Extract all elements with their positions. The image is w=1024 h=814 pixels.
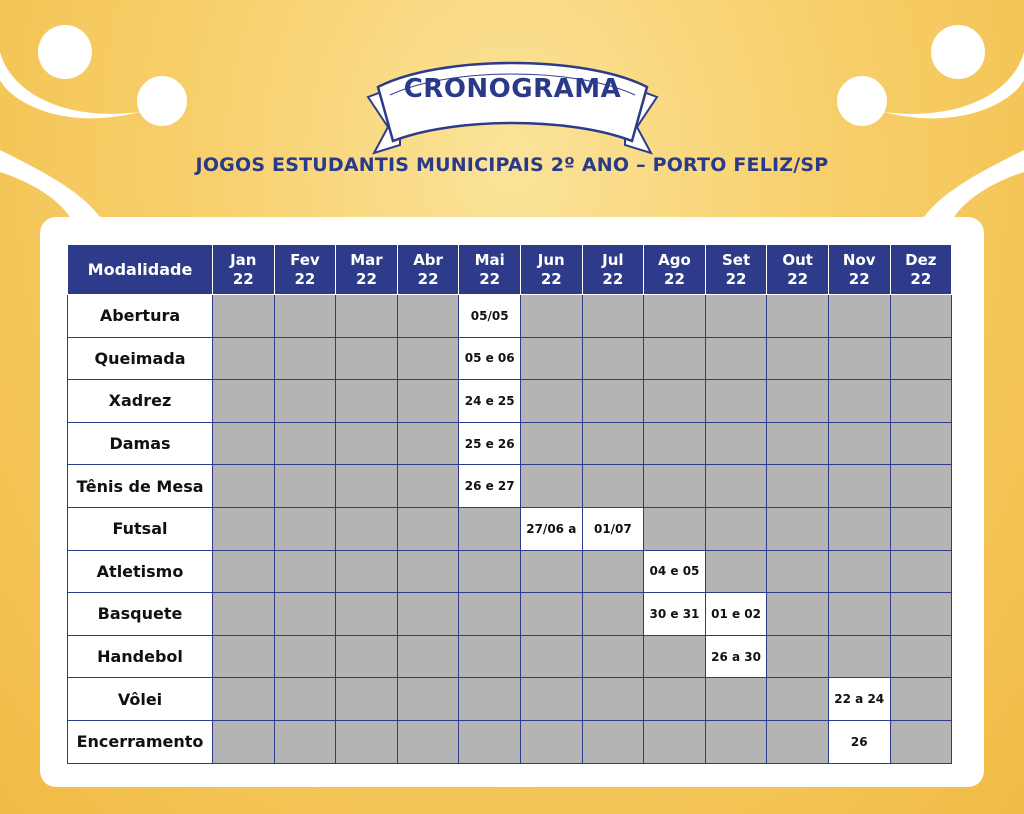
empty-month-cell [582, 337, 644, 380]
month-name: Out [782, 250, 813, 269]
modality-name: Tênis de Mesa [68, 465, 213, 508]
empty-month-cell [336, 422, 398, 465]
schedule-date-cell: 01 e 02 [705, 593, 767, 636]
modality-name: Xadrez [68, 380, 213, 423]
empty-month-cell [828, 593, 890, 636]
empty-month-cell [890, 380, 952, 423]
empty-month-cell [336, 295, 398, 338]
month-name: Jun [537, 250, 565, 269]
empty-month-cell [582, 720, 644, 763]
empty-month-cell [274, 678, 336, 721]
month-header [274, 245, 336, 295]
empty-month-cell [213, 507, 275, 550]
month-header [582, 245, 644, 295]
month-year: 22 [294, 269, 316, 288]
empty-month-cell [274, 380, 336, 423]
empty-month-cell [336, 635, 398, 678]
month-name: Mar [350, 250, 383, 269]
empty-month-cell [644, 465, 706, 508]
empty-month-cell [767, 678, 829, 721]
empty-month-cell [459, 720, 521, 763]
empty-month-cell [274, 337, 336, 380]
empty-month-cell [828, 507, 890, 550]
table-row [68, 507, 952, 550]
modality-name: Basquete [68, 593, 213, 636]
month-year: 22 [479, 269, 501, 288]
empty-month-cell [336, 507, 398, 550]
empty-month-cell [274, 465, 336, 508]
month-name: Set [721, 250, 751, 269]
empty-month-cell [336, 593, 398, 636]
empty-month-cell [644, 337, 706, 380]
month-name: Ago [658, 250, 691, 269]
schedule-body [68, 295, 952, 764]
empty-month-cell [644, 295, 706, 338]
empty-month-cell [705, 380, 767, 423]
modality-name: Atletismo [68, 550, 213, 593]
header-row [68, 245, 952, 295]
empty-month-cell [397, 593, 459, 636]
modality-name: Encerramento [68, 720, 213, 763]
empty-month-cell [890, 465, 952, 508]
table-row [68, 593, 952, 636]
empty-month-cell [459, 550, 521, 593]
month-header [520, 245, 582, 295]
empty-month-cell [274, 720, 336, 763]
empty-month-cell [274, 593, 336, 636]
empty-month-cell [890, 720, 952, 763]
empty-month-cell [520, 720, 582, 763]
empty-month-cell [890, 550, 952, 593]
schedule-table [67, 244, 952, 764]
right-figure-hand-icon [837, 76, 887, 126]
schedule-date-cell: 25 e 26 [459, 422, 521, 465]
empty-month-cell [397, 678, 459, 721]
empty-month-cell [767, 507, 829, 550]
empty-month-cell [213, 380, 275, 423]
banner-title: CRONOGRAMA [403, 74, 622, 104]
empty-month-cell [520, 295, 582, 338]
empty-month-cell [459, 678, 521, 721]
empty-month-cell [520, 337, 582, 380]
table-row [68, 550, 952, 593]
empty-month-cell [274, 422, 336, 465]
month-year: 22 [356, 269, 377, 288]
empty-month-cell [767, 337, 829, 380]
modality-name: Vôlei [68, 678, 213, 721]
empty-month-cell [213, 295, 275, 338]
month-name: Jan [230, 250, 257, 269]
month-header [828, 245, 890, 295]
empty-month-cell [582, 550, 644, 593]
schedule-date-cell: 26 a 30 [705, 635, 767, 678]
month-header [767, 245, 829, 295]
month-year: 22 [725, 269, 747, 288]
empty-month-cell [705, 465, 767, 508]
empty-month-cell [520, 635, 582, 678]
empty-month-cell [705, 678, 767, 721]
empty-month-cell [767, 635, 829, 678]
left-figure-hand-icon [137, 76, 187, 126]
empty-month-cell [213, 635, 275, 678]
empty-month-cell [397, 465, 459, 508]
month-header [890, 245, 952, 295]
table-row [68, 635, 952, 678]
empty-month-cell [890, 507, 952, 550]
empty-month-cell [767, 295, 829, 338]
empty-month-cell [459, 507, 521, 550]
table-row [68, 295, 952, 338]
empty-month-cell [767, 550, 829, 593]
empty-month-cell [397, 550, 459, 593]
empty-month-cell [582, 422, 644, 465]
empty-month-cell [274, 507, 336, 550]
empty-month-cell [644, 720, 706, 763]
empty-month-cell [705, 295, 767, 338]
empty-month-cell [705, 720, 767, 763]
empty-month-cell [520, 550, 582, 593]
empty-month-cell [336, 678, 398, 721]
empty-month-cell [397, 422, 459, 465]
empty-month-cell [582, 465, 644, 508]
month-header [644, 245, 706, 295]
empty-month-cell [520, 593, 582, 636]
empty-month-cell [767, 720, 829, 763]
empty-month-cell [828, 465, 890, 508]
empty-month-cell [213, 465, 275, 508]
month-year: 22 [540, 269, 562, 288]
table-row [68, 678, 952, 721]
schedule-date-cell: 04 e 05 [644, 550, 706, 593]
empty-month-cell [459, 593, 521, 636]
empty-month-cell [274, 295, 336, 338]
empty-month-cell [213, 337, 275, 380]
empty-month-cell [397, 295, 459, 338]
month-name: Mai [474, 250, 505, 269]
empty-month-cell [890, 337, 952, 380]
empty-month-cell [582, 380, 644, 423]
empty-month-cell [890, 422, 952, 465]
empty-month-cell [520, 678, 582, 721]
right-figure-head-icon [931, 25, 985, 79]
modality-header: Modalidade [68, 245, 213, 295]
month-name: Fev [290, 250, 320, 269]
month-name: Jul [602, 250, 624, 269]
page-subtitle: JOGOS ESTUDANTIS MUNICIPAIS 2º ANO – PORTO FELIZ/SP [195, 154, 829, 176]
empty-month-cell [644, 422, 706, 465]
month-year: 22 [787, 269, 809, 288]
empty-month-cell [336, 465, 398, 508]
empty-month-cell [828, 550, 890, 593]
schedule-date-cell: 26 e 27 [459, 465, 521, 508]
schedule-date-cell: 05 e 06 [459, 337, 521, 380]
empty-month-cell [890, 678, 952, 721]
month-header [397, 245, 459, 295]
empty-month-cell [397, 337, 459, 380]
empty-month-cell [644, 380, 706, 423]
empty-month-cell [644, 507, 706, 550]
empty-month-cell [767, 593, 829, 636]
empty-month-cell [520, 465, 582, 508]
month-header [459, 245, 521, 295]
empty-month-cell [828, 380, 890, 423]
schedule-date-cell: 22 a 24 [828, 678, 890, 721]
schedule-date-cell: 26 [828, 720, 890, 763]
empty-month-cell [890, 295, 952, 338]
empty-month-cell [828, 295, 890, 338]
table-row [68, 337, 952, 380]
empty-month-cell [767, 465, 829, 508]
empty-month-cell [336, 720, 398, 763]
month-year: 22 [664, 269, 685, 288]
empty-month-cell [644, 635, 706, 678]
empty-month-cell [705, 422, 767, 465]
empty-month-cell [520, 380, 582, 423]
empty-month-cell [582, 593, 644, 636]
empty-month-cell [767, 380, 829, 423]
month-year: 22 [232, 269, 254, 288]
empty-month-cell [459, 635, 521, 678]
schedule-date-cell: 01/07 [582, 507, 644, 550]
empty-month-cell [890, 635, 952, 678]
schedule-date-cell: 05/05 [459, 295, 521, 338]
table-row [68, 465, 952, 508]
modality-name: Abertura [68, 295, 213, 338]
empty-month-cell [213, 678, 275, 721]
empty-month-cell [213, 720, 275, 763]
empty-month-cell [336, 380, 398, 423]
left-figure-head-icon [38, 25, 92, 79]
modality-name: Handebol [68, 635, 213, 678]
schedule-date-cell: 24 e 25 [459, 380, 521, 423]
modality-name: Futsal [68, 507, 213, 550]
table-row [68, 720, 952, 763]
empty-month-cell [705, 507, 767, 550]
empty-month-cell [705, 550, 767, 593]
month-year: 22 [602, 269, 624, 288]
empty-month-cell [397, 380, 459, 423]
month-year: 22 [910, 269, 932, 288]
table-row [68, 380, 952, 423]
month-name: Nov [842, 250, 876, 269]
month-header [705, 245, 767, 295]
empty-month-cell [520, 422, 582, 465]
empty-month-cell [213, 550, 275, 593]
empty-month-cell [767, 422, 829, 465]
table-row [68, 422, 952, 465]
empty-month-cell [582, 678, 644, 721]
empty-month-cell [213, 593, 275, 636]
schedule-date-cell: 27/06 a [520, 507, 582, 550]
empty-month-cell [582, 635, 644, 678]
modality-name: Damas [68, 422, 213, 465]
empty-month-cell [274, 550, 336, 593]
month-header [336, 245, 398, 295]
empty-month-cell [397, 635, 459, 678]
empty-month-cell [705, 337, 767, 380]
month-header [213, 245, 275, 295]
empty-month-cell [644, 678, 706, 721]
month-year: 22 [848, 269, 870, 288]
schedule-date-cell: 30 e 31 [644, 593, 706, 636]
empty-month-cell [582, 295, 644, 338]
empty-month-cell [274, 635, 336, 678]
month-name: Dez [905, 250, 937, 269]
month-year: 22 [417, 269, 439, 288]
empty-month-cell [397, 720, 459, 763]
empty-month-cell [397, 507, 459, 550]
empty-month-cell [828, 422, 890, 465]
month-name: Abr [413, 250, 443, 269]
empty-month-cell [336, 550, 398, 593]
empty-month-cell [336, 337, 398, 380]
empty-month-cell [213, 422, 275, 465]
empty-month-cell [828, 635, 890, 678]
empty-month-cell [828, 337, 890, 380]
empty-month-cell [890, 593, 952, 636]
modality-name: Queimada [68, 337, 213, 380]
